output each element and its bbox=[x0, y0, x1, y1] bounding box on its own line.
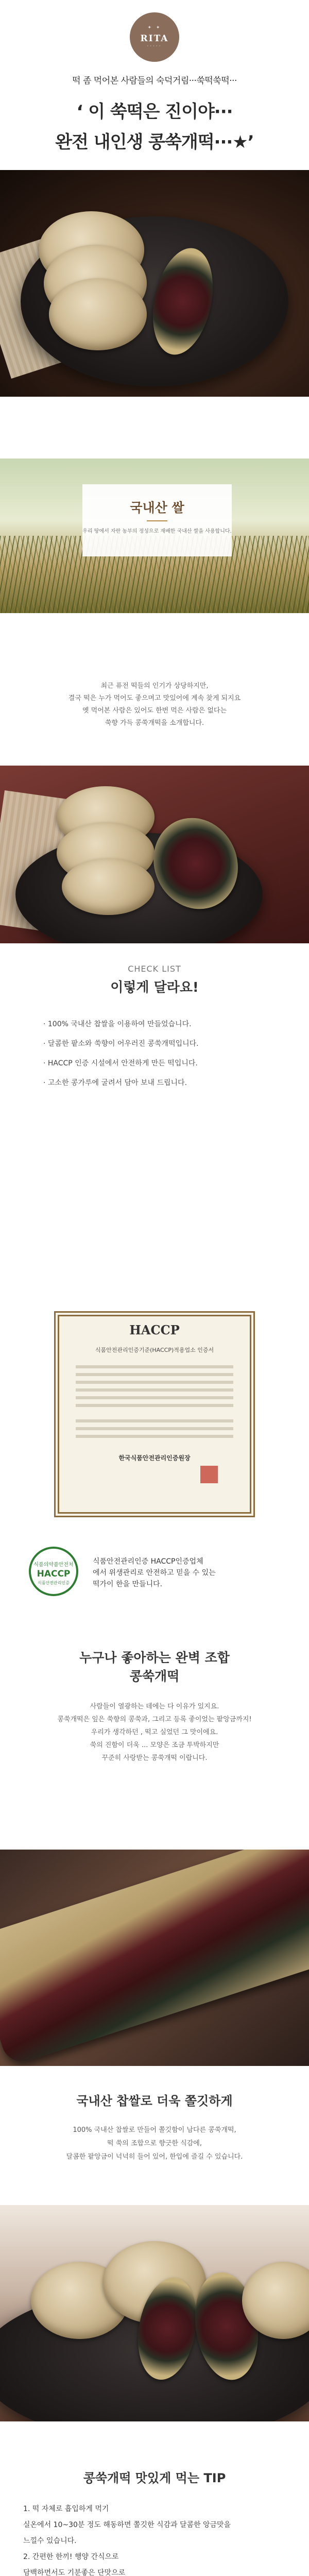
headline-line-2: 완전 내인생 콩쑥개떡···★’ bbox=[55, 132, 254, 152]
tip-line: 담백하면서도 기분좋은 단맛으로 bbox=[23, 2569, 126, 2576]
tip-list bbox=[23, 2501, 309, 2576]
checklist-item: · 달콤한 팥소와 쑥향이 어우러진 콩쑥개떡입니다. bbox=[43, 1040, 199, 1048]
tip-line: 실온에서 10~30분 정도 해동하면 쫄깃한 식감과 달콤한 앙금맛을 bbox=[23, 2521, 231, 2529]
seal-stamp-icon bbox=[200, 1466, 218, 1483]
rice-badge bbox=[82, 484, 232, 556]
tip-line: 2. 간편한 한끼! 행양 간식으로 bbox=[23, 2553, 119, 2561]
rice-field-photo bbox=[0, 459, 309, 613]
hero-photo bbox=[0, 170, 309, 397]
rice-cake-image bbox=[62, 858, 154, 915]
haccp-desc-line: 식품안전관리인증 HACCP인증업체 bbox=[93, 1557, 203, 1566]
tip-line: 느낄수 있습니다. bbox=[23, 2537, 77, 2545]
checklist-item: · 고소한 콩가루에 굴려서 담아 보내 드립니다. bbox=[43, 1079, 187, 1087]
rice-desc: 우리 땅에서 자란 농부의 정성으로 재배한 국내산 쌀을 사용합니다. bbox=[82, 529, 232, 534]
haccp-desc bbox=[93, 1556, 216, 1590]
header-subtitle: 떡 좀 먹어본 사람들의 숙덕거림···쑥떡쑥떡··· bbox=[72, 76, 237, 86]
logo-text: RITA bbox=[140, 33, 169, 44]
divider bbox=[147, 520, 167, 521]
certificate-title: HACCP bbox=[129, 1323, 180, 1337]
intro-line: 최근 퓨전 떡들의 인기가 상당하지만, bbox=[100, 682, 209, 690]
haccp-desc-line: 떡가이 한을 만들니다. bbox=[93, 1580, 163, 1588]
combo-title-2: 콩쑥개떡 bbox=[129, 1669, 180, 1684]
combo-line: 콩쑥개떡은 잎은 쑥향의 콩쑥과, 그리고 등록 좋이었는 팥앙금까지! bbox=[57, 1716, 252, 1723]
haccp-logo-bottom: 식품안전관리인증 bbox=[38, 1581, 70, 1585]
certificate-text-line bbox=[76, 1365, 233, 1368]
combo-line: 꾸준히 사랑받는 콩쑥개떡 이랍니다. bbox=[101, 1754, 208, 1762]
chewy-title: 국내산 찹쌀로 더욱 쫄깃하게 bbox=[76, 2094, 233, 2108]
checklist-title: 이렇게 달라요! bbox=[110, 980, 199, 995]
product-photo-3 bbox=[0, 2205, 309, 2421]
header-section bbox=[0, 0, 309, 170]
intro-line: 쑥향 가득 콩쑥개떡을 소개합니다. bbox=[105, 719, 204, 727]
certificate-text-line bbox=[76, 1388, 233, 1392]
checklist-item: · HACCP 인증 시설에서 안전하게 만든 떡입니다. bbox=[43, 1059, 198, 1067]
haccp-info bbox=[15, 1540, 294, 1602]
logo-ornament-icon: ✦ ✦ bbox=[147, 25, 162, 30]
checklist-item: · 100% 국내산 찹쌀을 이용하여 만들었습니다. bbox=[43, 1020, 192, 1028]
haccp-logo-icon bbox=[29, 1547, 78, 1596]
checklist-section bbox=[0, 943, 309, 1093]
certificate-text-line bbox=[76, 1396, 233, 1399]
certificate-text-line bbox=[76, 1404, 233, 1407]
tip-section bbox=[0, 2468, 309, 2576]
haccp-logo-mid: HACCP bbox=[37, 1569, 71, 1579]
certificate-issuer: 한국식품안전관리인증원장 bbox=[118, 1454, 191, 1462]
chewy-line: 달콤한 팥앙금이 넉넉히 들어 있어, 한입에 즐길 수 있습니다. bbox=[66, 2153, 243, 2161]
rice-cake-slice-image bbox=[0, 1850, 309, 2066]
brand-logo bbox=[130, 12, 179, 62]
tip-title: 콩쑥개떡 맛있게 먹는 TIP bbox=[83, 2471, 226, 2485]
chewy-section bbox=[0, 2092, 309, 2164]
combo-line: 우리가 생각하던 , 떡고 실었던 그 맛이에요. bbox=[91, 1728, 218, 1736]
combo-text bbox=[0, 1700, 309, 1765]
combo-line: 쑥의 진함이 더욱 ... 모양은 조금 투박하지만 bbox=[90, 1741, 219, 1749]
intro-line: 옛 먹어본 사람은 있어도 한번 먹은 사람은 없다는 bbox=[82, 707, 227, 715]
haccp-logo-top: 식품의약품안전처 bbox=[33, 1562, 74, 1568]
combo-line: 사람들이 열광하는 데에는 다 이유가 있지요. bbox=[90, 1703, 219, 1710]
certificate-subtitle: 식품안전관리인증기준(HACCP)적용업소 인증서 bbox=[95, 1347, 214, 1353]
rice-cake-image bbox=[49, 278, 147, 350]
intro-text bbox=[0, 680, 309, 730]
logo-ornament-icon: ····· bbox=[147, 44, 162, 49]
chewy-line: 떡 쑥의 조합으로 향긋한 식감에, bbox=[107, 2140, 202, 2147]
product-photo-2 bbox=[0, 766, 309, 943]
rice-title: 국내산 쌀 bbox=[130, 500, 184, 515]
intro-line: 결국 떡은 누가 먹어도 좋으며고 맛있어에 계속 찾게 되지요 bbox=[68, 694, 241, 702]
combo-title-1: 누구나 좋아하는 완벽 조합 bbox=[79, 1650, 230, 1665]
chewy-line: 100% 국내산 찹쌀로 만들어 쫄깃함이 남다른 콩쑥개떡, bbox=[73, 2126, 236, 2134]
checklist bbox=[43, 1014, 309, 1093]
certificate-text-line bbox=[76, 1435, 233, 1438]
headline-line-1: ‘ 이 쑥떡은 진이야··· bbox=[76, 101, 233, 122]
haccp-desc-line: 에서 위생관리로 안전하고 믿을 수 있는 bbox=[93, 1569, 216, 1577]
closeup-photo bbox=[0, 1850, 309, 2066]
certificate-text-line bbox=[76, 1427, 233, 1430]
tip-line: 1. 떡 자체로 흡입하게 먹기 bbox=[23, 2505, 109, 2513]
combo-section bbox=[0, 1649, 309, 1765]
haccp-certificate bbox=[54, 1311, 255, 1517]
certificate-text-line bbox=[76, 1373, 233, 1376]
checklist-en-title: CHECK LIST bbox=[128, 964, 181, 974]
certificate-text-line bbox=[76, 1419, 233, 1422]
chewy-text bbox=[0, 2124, 309, 2164]
certificate-text-line bbox=[76, 1381, 233, 1384]
